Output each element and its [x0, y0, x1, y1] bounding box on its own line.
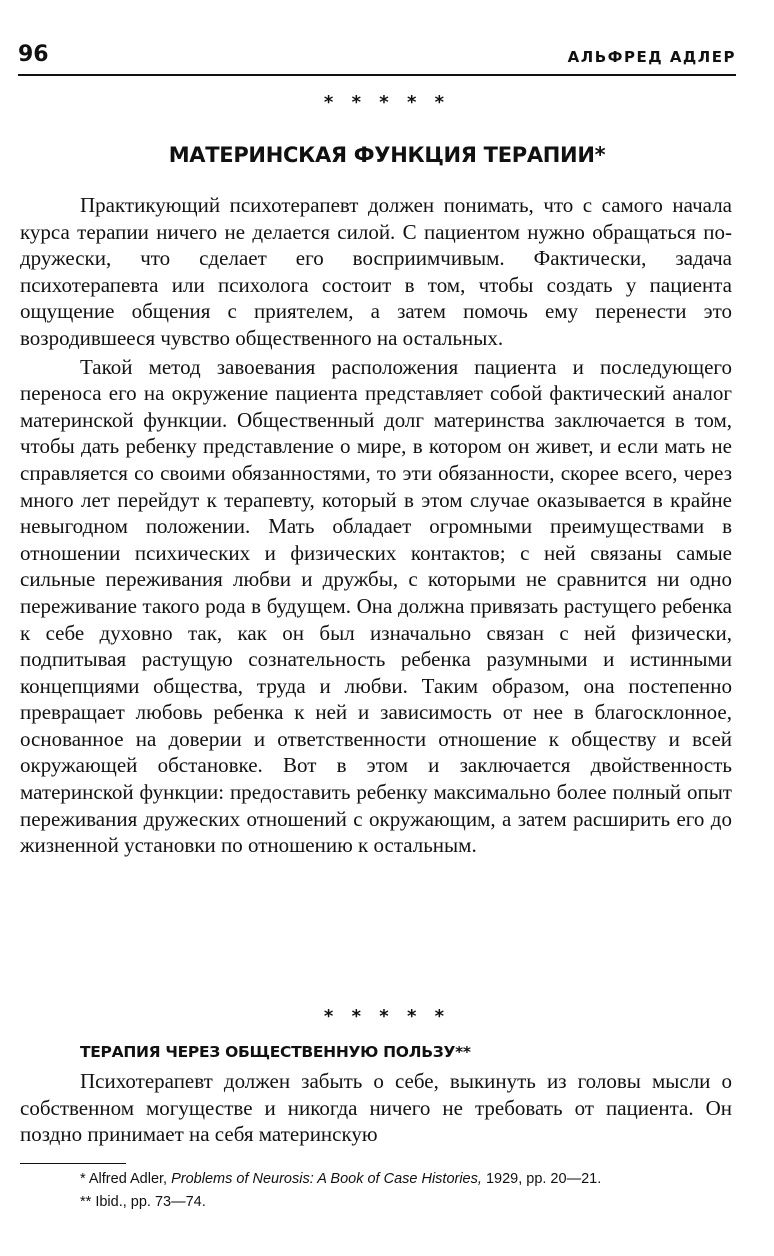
- section-separator: * * * * *: [323, 1006, 451, 1027]
- section-title: МАТЕРИНСКАЯ ФУНКЦИЯ ТЕРАПИИ*: [168, 143, 606, 167]
- footnote-text: Ibid., pp. 73—74.: [95, 1194, 206, 1210]
- running-head: АЛЬФРЕД АДЛЕР: [567, 48, 736, 66]
- footnote-mark: *: [80, 1171, 86, 1187]
- subsection-title: ТЕРАПИЯ ЧЕРЕЗ ОБЩЕСТВЕННУЮ ПОЛЬЗУ**: [80, 1043, 471, 1061]
- paragraph: Психотерапевт должен забыть о себе, выкинуть из головы мысли о собственном могуществе и никогда ничего не требовать от пациента. Он поздно принимает на себя материнскую: [20, 1069, 732, 1147]
- page-header: [18, 40, 736, 76]
- paragraph: Такой метод завоевания расположения пациента и последующего переноса его на окружение пациента представляет собой фактический аналог материнской функции. Общественный долг материнства заключается в том, чтобы дать ребенку представление о мире, в котором он живет, и если мать не справляется со своими обязанностями, то эти обязанности, скорее всего, через много лет перейдут к терапевту, который в этом случае оказывается в крайне невыгодном положении. Мать обладает огромными преимуществами в отношении психических и физических контактов; с ней связаны самые сильные переживания любви и дружбы, с которыми не сравнится ни одно переживание такого рода в будущем. Она должна привязать растущего ребенка к себе духовно так, как он был изначально связан с ней физически, подпитывая растущую сознательность ребенка разумными и истинными концепциями общества, труда и любви. Таким образом, она постепенно превращает любовь ребенка к ней и зависимость от нее в благосклонное, основанное на доверии и ответственности отношение к обществу и всей окружающей обстановке. Вот в этом и заключается двойственность материнской функции: предоставить ребенку максимально более полный опыт переживания дружеских отношений с окружающим, а затем расширить его до жизненной установки по отношению к остальным.: [20, 354, 732, 858]
- footnote-author: Alfred Adler,: [88, 1171, 168, 1187]
- page-number: 96: [18, 42, 49, 67]
- footnote-book-title: Problems of Neurosis: A Book of Case Histories,: [171, 1171, 482, 1187]
- footnote: [20, 1168, 732, 1191]
- section-body: [20, 192, 732, 859]
- footnote-details: 1929, pp. 20—21.: [485, 1171, 602, 1187]
- section-separator: * * * * *: [323, 92, 451, 113]
- footnote-mark: **: [80, 1194, 92, 1210]
- paragraph: Практикующий психотерапевт должен понимать, что с самого начала курса терапии ничего не делается силой. С пациентом нужно обращаться по-дружески, что сделает его восприимчивым. Фактически, задача психотерапевта или психолога состоит в том, чтобы создать у пациента ощущение общения с приятелем, а затем помочь ему перенести это возродившееся чувство общественного на остальных.: [20, 193, 732, 350]
- footnotes: [20, 1168, 732, 1214]
- footnote: [20, 1191, 732, 1214]
- footnote-rule: [20, 1163, 126, 1164]
- section-body: [20, 1068, 732, 1148]
